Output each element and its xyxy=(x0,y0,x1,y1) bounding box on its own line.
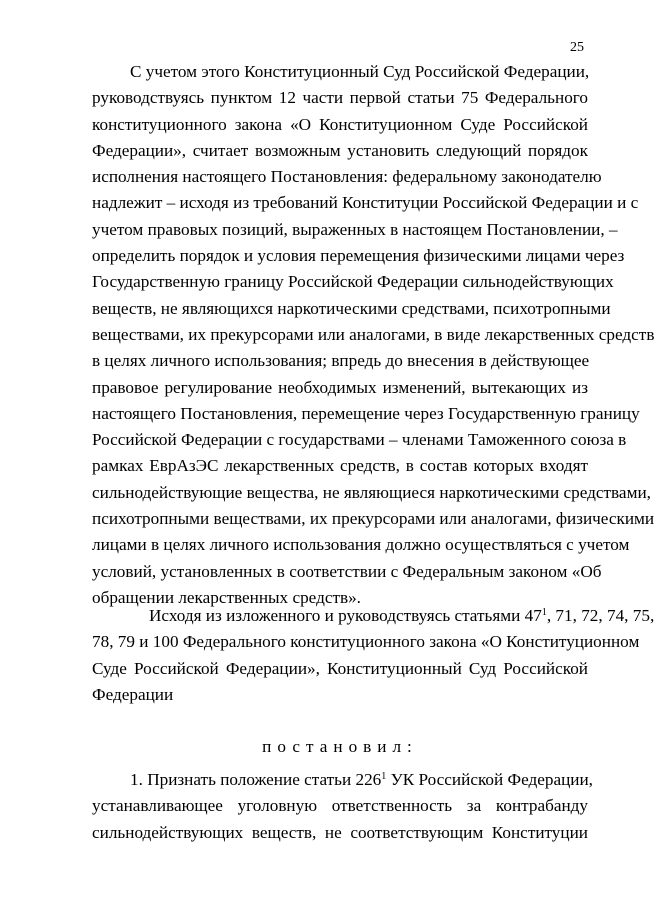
paragraph-line: психотропными веществами, их прекурсорами или аналогами, физическими xyxy=(92,509,654,529)
paragraph-line: устанавливающее уголовную ответственность за контрабанду xyxy=(92,796,588,816)
paragraph-line: в целях личного использования; впредь до внесения в действующее xyxy=(92,351,590,371)
paragraph-line: С учетом этого Конституционный Суд Российской Федерации, xyxy=(130,62,590,81)
paragraph-line: конституционного закона «О Конституционном Суде Российской xyxy=(92,114,588,134)
paragraph-line: рамках ЕврАзЭС лекарственных средств, в состав которых входят xyxy=(92,456,588,476)
paragraph-line: учетом правовых позиций, выраженных в настоящем Постановлении, – xyxy=(92,219,618,239)
paragraph-line: Федерации», считает возможным установить следующий порядок xyxy=(92,140,588,160)
paragraph-line: надлежит – исходя из требований Конституции Российской Федерации и с xyxy=(92,193,639,213)
paragraph-line: 78, 79 и 100 Федерального конституционного закона «О Конституционном xyxy=(92,632,640,652)
paragraph-line: сильнодействующие вещества, не являющиеся наркотическими средствами, xyxy=(92,482,651,502)
paragraph-line: Федерации xyxy=(92,684,174,704)
paragraph-line: обращении лекарственных средств». xyxy=(92,587,361,607)
paragraph-constitutional-court-procedure xyxy=(92,59,654,611)
paragraph-line: Исходя из изложенного и руководствуясь статьями $47^1$, 71, 72, 74, 75, xyxy=(149,606,654,625)
paragraph-line: лицами в целях личного использования должно осуществляться с учетом xyxy=(92,535,630,555)
resolution-heading: постановил: xyxy=(262,737,418,756)
paragraph-line: исполнения настоящего Постановления: федеральному законодателю xyxy=(92,167,602,187)
paragraph-line: веществами, их прекурсорами или аналогами, в виде лекарственных средств xyxy=(92,324,654,344)
paragraph-line: сильнодействующих веществ, не соответствующим Конституции xyxy=(92,822,588,842)
paragraph-line: веществ, не являющихся наркотическими средствами, психотропными xyxy=(92,298,611,318)
paragraph-line: 1. Признать положение статьи $226^1$ УК Российской Федерации, xyxy=(130,770,593,789)
paragraph-line: настоящего Постановления, перемещение через Государственную границу xyxy=(92,403,640,423)
paragraph-line: правовое регулирование необходимых изменений, вытекающих из xyxy=(92,377,588,397)
page-number: 25 xyxy=(570,40,584,55)
paragraph-line: Государственную границу Российской Федерации сильнодействующих xyxy=(92,272,614,292)
paragraph-line: определить порядок и условия перемещения физическими лицами через xyxy=(92,246,625,266)
paragraph-line: руководствуясь пунктом 12 части первой статьи 75 Федерального xyxy=(92,88,588,108)
paragraph-line: Российской Федерации с государствами – членами Таможенного союза в xyxy=(92,430,627,450)
paragraph-guided-by-articles xyxy=(92,603,654,708)
paragraph-line: условий, установленных в соответствии с Федеральным законом «Об xyxy=(92,561,602,581)
paragraph-line: Суде Российской Федерации», Конституционный Суд Российской xyxy=(92,658,588,678)
paragraph-resolution-item-1 xyxy=(92,767,593,846)
